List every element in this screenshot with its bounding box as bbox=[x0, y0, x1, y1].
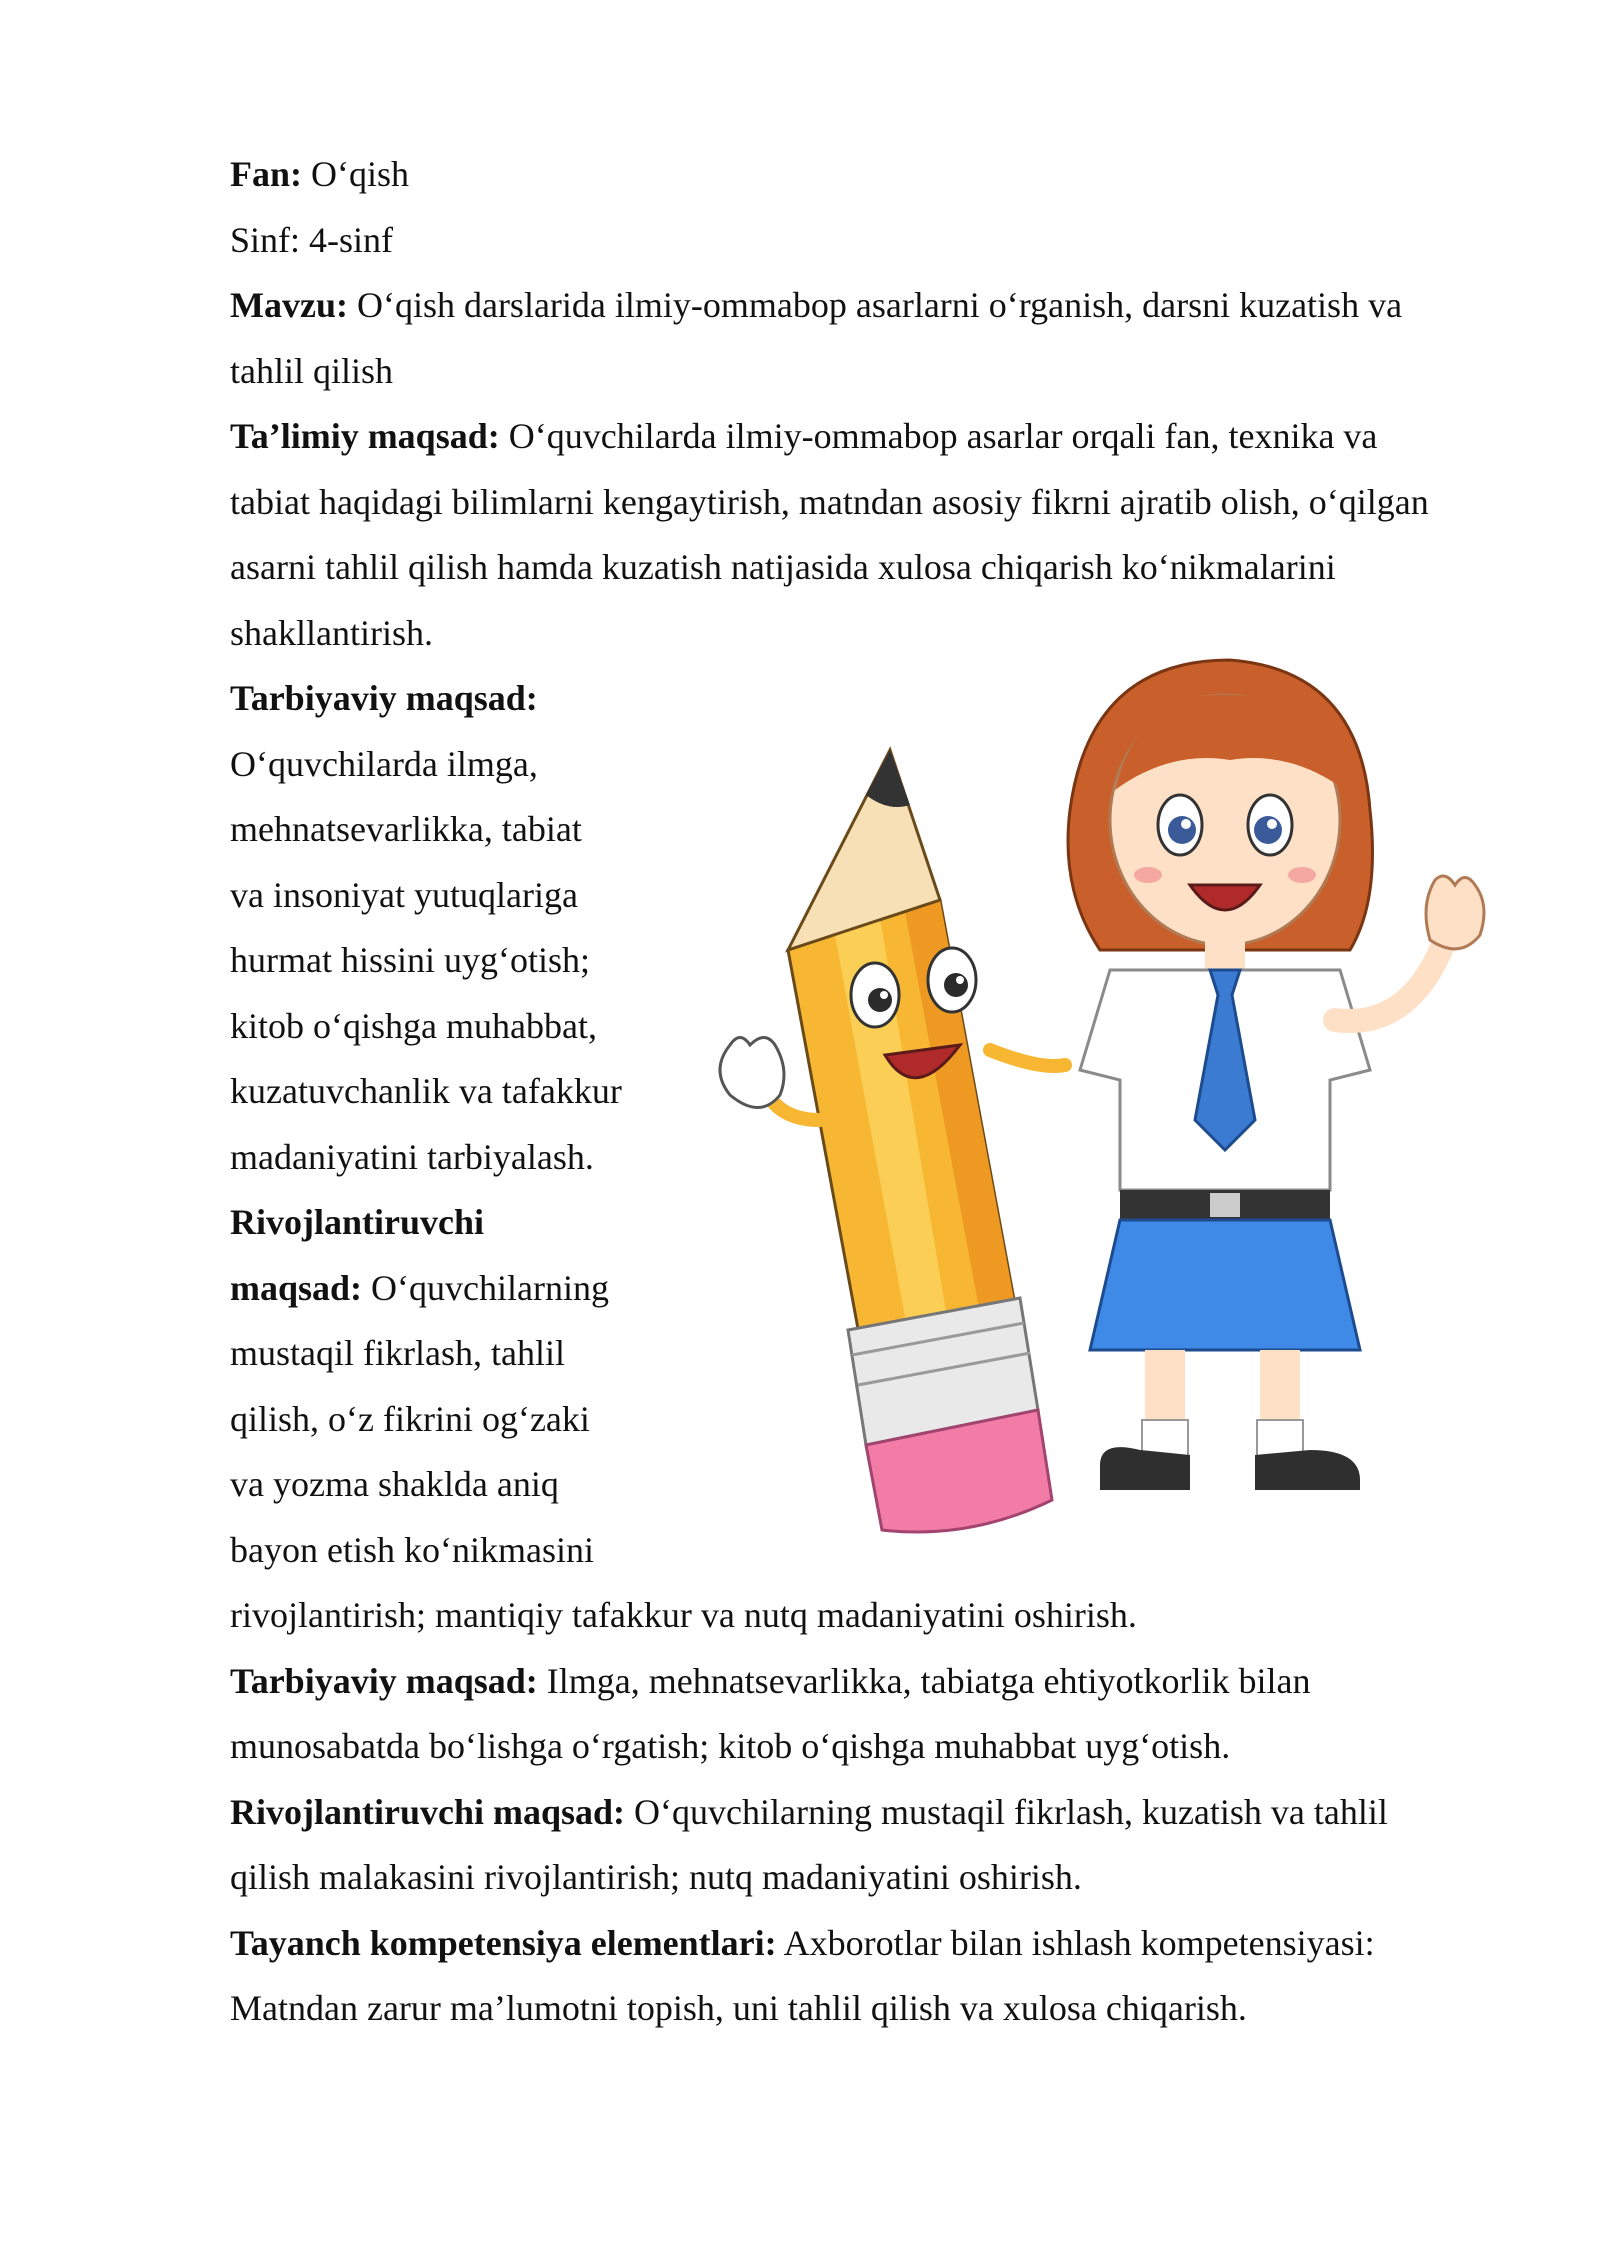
upbringing-goal-2-text: Ilmga, mehnatsevarlikka, tabiatga ehtiyotkorlik bilan bbox=[537, 1661, 1311, 1701]
upbringing-line-2 bbox=[230, 807, 582, 851]
upbringing-text-3: va insoniyat yutuqlariga bbox=[230, 875, 578, 915]
educational-goal-label: Ta’limiy maqsad: bbox=[230, 416, 500, 456]
educational-goal-text: O‘quvchilarda ilmiy-ommabop asarlar orqali fan, texnika va bbox=[499, 416, 1378, 456]
upbringing-line-3 bbox=[230, 873, 578, 917]
competency-text: Axborotlar bilan ishlash kompetensiyasi: bbox=[776, 1923, 1375, 1963]
upbringing-goal-2-line-2 bbox=[230, 1724, 1230, 1768]
subject-line bbox=[230, 152, 409, 196]
developmental-text-6: rivojlantirish; mantiqiy tafakkur va nutq madaniyatini oshirish. bbox=[230, 1595, 1137, 1635]
competency-line-2 bbox=[230, 1986, 1247, 2030]
developmental-goal-label-2: maqsad: bbox=[230, 1268, 363, 1308]
developmental-goal-2-line-2 bbox=[230, 1855, 1082, 1899]
developmental-text-3: qilish, o‘z fikrini og‘zaki bbox=[230, 1399, 590, 1439]
schoolgirl-icon bbox=[1068, 660, 1484, 1490]
developmental-goal-heading bbox=[230, 1200, 484, 1244]
educational-goal-line-4 bbox=[230, 611, 433, 655]
topic-line bbox=[230, 283, 1402, 327]
educational-goal-text-4: shakllantirish. bbox=[230, 613, 433, 653]
grade-text: Sinf: 4-sinf bbox=[230, 220, 394, 260]
developmental-goal-2-text: O‘quvchilarning mustaqil fikrlash, kuzatish va tahlil bbox=[625, 1792, 1388, 1832]
educational-goal-line-3 bbox=[230, 545, 1336, 589]
developmental-line-5 bbox=[230, 1528, 594, 1572]
developmental-line-3 bbox=[230, 1397, 590, 1441]
topic-text: O‘qish darslarida ilmiy-ommabop asarlarni o‘rganish, darsni kuzatish va bbox=[347, 285, 1403, 325]
educational-goal-text-3: asarni tahlil qilish hamda kuzatish natijasida xulosa chiqarish ko‘nikmalarini bbox=[230, 547, 1336, 587]
pencil-and-schoolgirl-cartoon-icon bbox=[670, 650, 1500, 1610]
upbringing-text-7: madaniyatini tarbiyalash. bbox=[230, 1137, 594, 1177]
competency-line bbox=[230, 1921, 1375, 1965]
topic-label: Mavzu: bbox=[230, 285, 348, 325]
upbringing-goal-2-label: Tarbiyaviy maqsad: bbox=[230, 1661, 538, 1701]
developmental-text-1: O‘quvchilarning bbox=[362, 1268, 609, 1308]
competency-label: Tayanch kompetensiya elementlari: bbox=[230, 1923, 777, 1963]
developmental-line-1 bbox=[230, 1266, 609, 1310]
upbringing-text-5: kitob o‘qishga muhabbat, bbox=[230, 1006, 597, 1046]
developmental-text-4: va yozma shaklda aniq bbox=[230, 1464, 559, 1504]
upbringing-line-6 bbox=[230, 1069, 622, 1113]
upbringing-text-2: mehnatsevarlikka, tabiat bbox=[230, 809, 582, 849]
upbringing-text-4: hurmat hissini uyg‘otish; bbox=[230, 940, 590, 980]
subject-label: Fan: bbox=[230, 154, 302, 194]
developmental-text-5: bayon etish ko‘nikmasini bbox=[230, 1530, 594, 1570]
educational-goal-text-2: tabiat haqidagi bilimlarni kengaytirish, matndan asosiy fikrni ajratib olish, o‘qilgan bbox=[230, 482, 1429, 522]
developmental-line-2 bbox=[230, 1331, 565, 1375]
upbringing-goal-label: Tarbiyaviy maqsad: bbox=[230, 678, 538, 718]
upbringing-text-6: kuzatuvchanlik va tafakkur bbox=[230, 1071, 622, 1111]
upbringing-line-1 bbox=[230, 742, 538, 786]
grade-line bbox=[230, 218, 393, 262]
developmental-goal-2-line bbox=[230, 1790, 1388, 1834]
upbringing-goal-heading bbox=[230, 676, 538, 720]
topic-text-2: tahlil qilish bbox=[230, 351, 394, 391]
upbringing-text-1: O‘quvchilarda ilmga, bbox=[230, 744, 538, 784]
upbringing-goal-2-line bbox=[230, 1659, 1311, 1703]
developmental-goal-label: Rivojlantiruvchi bbox=[230, 1202, 485, 1242]
educational-goal-line-2 bbox=[230, 480, 1429, 524]
upbringing-line-5 bbox=[230, 1004, 597, 1048]
developmental-line-4 bbox=[230, 1462, 559, 1506]
developmental-goal-2-text-2: qilish malakasini rivojlantirish; nutq madaniyatini oshirish. bbox=[230, 1857, 1082, 1897]
developmental-text-2: mustaqil fikrlash, tahlil bbox=[230, 1333, 565, 1373]
upbringing-goal-2-text-2: munosabatda bo‘lishga o‘rgatish; kitob o‘qishga muhabbat uyg‘otish. bbox=[230, 1726, 1231, 1766]
topic-line-2 bbox=[230, 349, 393, 393]
upbringing-line-4 bbox=[230, 938, 590, 982]
educational-goal-line bbox=[230, 414, 1377, 458]
upbringing-line-7 bbox=[230, 1135, 594, 1179]
subject-value: O‘qish bbox=[302, 154, 409, 194]
developmental-goal-2-label: Rivojlantiruvchi maqsad: bbox=[230, 1792, 626, 1832]
pencil-icon bbox=[720, 750, 1065, 1532]
competency-text-2: Matndan zarur ma’lumotni topish, uni tahlil qilish va xulosa chiqarish. bbox=[230, 1988, 1247, 2028]
